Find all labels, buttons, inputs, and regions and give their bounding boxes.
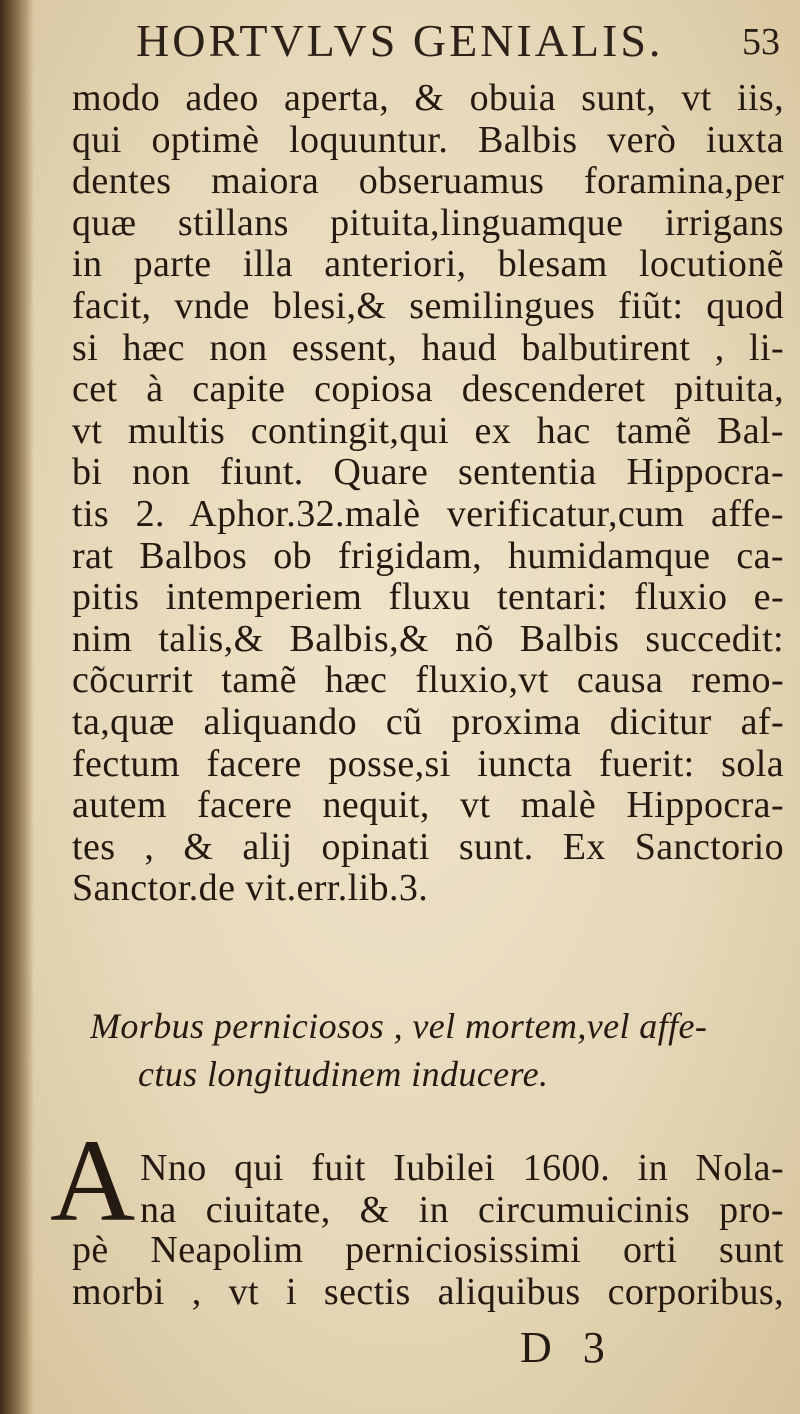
text-line-last: Sanctor.de vit.err.lib.3. (72, 868, 429, 910)
text-line: pitis intemperiem fluxu tentari: fluxio e- (72, 577, 784, 619)
drop-cap: A (50, 1115, 136, 1246)
text-line: modo adeo aperta, & obuia sunt, vt iis, (72, 78, 784, 119)
text-line: vt multis contingit,qui ex hac tamẽ Bal- (72, 410, 784, 452)
text-line: Nno qui fuit Iubilei 1600. in Nola- (140, 1148, 784, 1189)
text-line: rat Balbos ob frigidam, humidamque ca- (72, 535, 784, 577)
text-line: ta,quæ aliquando cũ proxima dicitur af- (72, 701, 784, 743)
paragraph-first-lines (140, 1148, 784, 1231)
signature-mark: D 3 (520, 1323, 615, 1372)
text-line: qui optimè loquuntur. Balbis verò iuxta (72, 119, 784, 161)
text-line: fectum facere posse,si iuncta fuerit: sola (72, 743, 784, 785)
text-line: dentes maiora obseruamus foramina,per (72, 161, 784, 203)
section-title-line: ctus longitudinem inducere. (138, 1054, 549, 1094)
text-line: si hæc non essent, haud balbutirent , li- (72, 327, 784, 369)
text-line: morbi , vt i sectis aliquibus corporibus, (72, 1271, 784, 1313)
text-line: cet à capite copiosa descenderet pituita, (72, 369, 784, 411)
text-line: bi non fiunt. Quare sententia Hippocra- (72, 452, 784, 494)
text-line: nim talis,& Balbis,& nõ Balbis succedit: (72, 618, 784, 660)
text-line: quæ stillans pituita,linguamque irrigans (72, 202, 784, 244)
text-line: tes , & alij opinati sunt. Ex Sanctorio (72, 826, 784, 868)
text-line: in parte illa anteriori, blesam locutionẽ (72, 244, 784, 286)
section-title (90, 1002, 780, 1098)
paragraph-rest-lines (72, 1230, 784, 1313)
body-text (72, 78, 784, 910)
page-header (120, 14, 780, 74)
section-title-line: Morbus perniciosos , vel mortem,vel affe- (90, 1006, 708, 1046)
text-line: cõcurrit tamẽ hæc fluxio,vt causa remo- (72, 660, 784, 702)
text-line: tis 2. Aphor.32.malè verificatur,cum affe- (72, 493, 784, 535)
running-title: HORTVLVS GENIALIS. (136, 15, 664, 66)
page-number: 53 (742, 21, 780, 63)
page-gutter-shadow (0, 0, 34, 1414)
text-line: pè Neapolim perniciosissimi orti sunt (72, 1230, 784, 1271)
text-line: na ciuitate, & in circumuicinis pro- (140, 1189, 784, 1231)
text-line: facit, vnde blesi,& semilingues fiũt: quod (72, 285, 784, 327)
text-line: autem facere nequit, vt malè Hippocra- (72, 785, 784, 827)
